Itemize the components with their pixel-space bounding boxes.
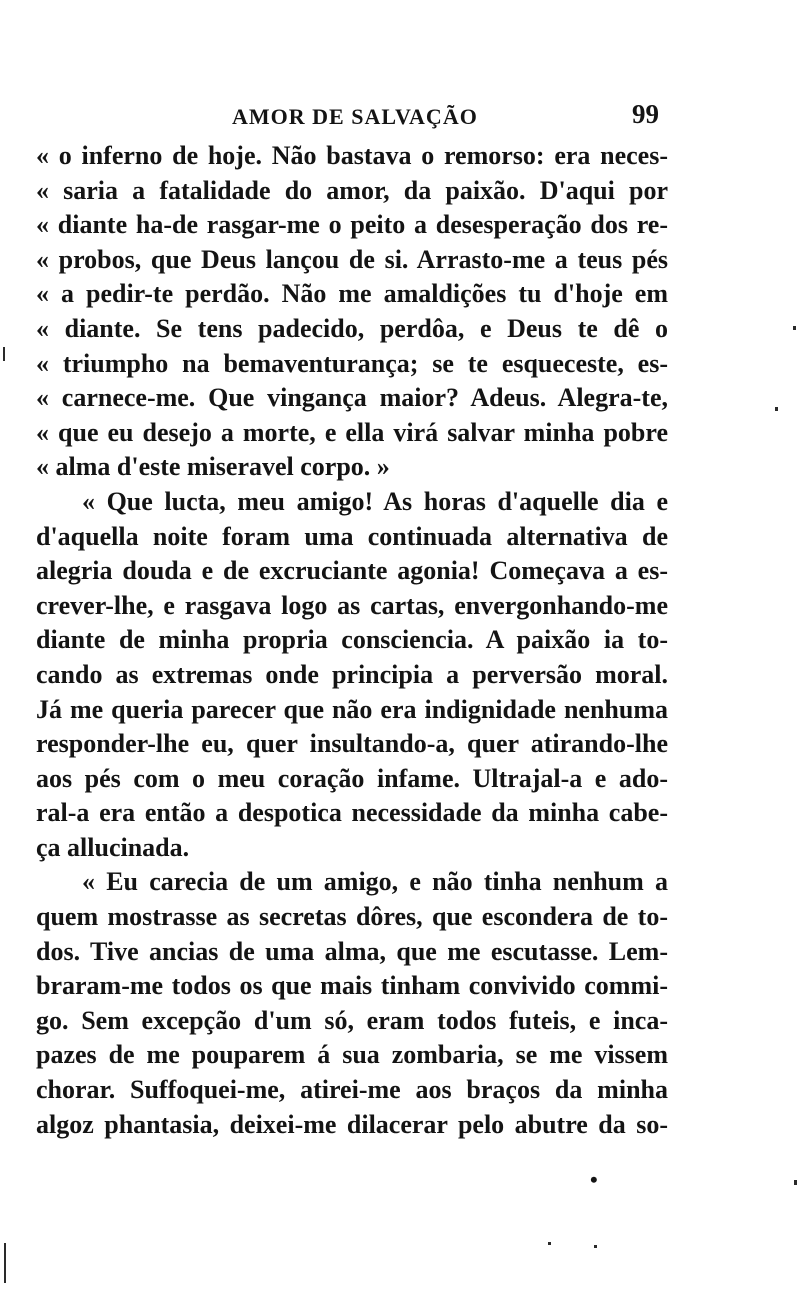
text-line: ral-a era então a despotica necessidade da minha cabe- (36, 798, 668, 828)
text-line: « probos, que Deus lançou de si. Arrasto-me a teus pés (36, 244, 668, 274)
text-line: « diante. Se tens padecido, perdôa, e Deus te dê o (36, 313, 668, 343)
text-line: diante de minha propria consciencia. A paixão ia to- (36, 625, 668, 655)
text-line: braram-me todos os que mais tinham convivido commi- (36, 971, 668, 1001)
text-line: pazes de me pouparem á sua zombaria, se me vissem (36, 1040, 668, 1070)
text-line: aos pés com o meu coração infame. Ultrajal-a e ado- (36, 763, 668, 793)
text-line: « que eu desejo a morte, e ella virá salvar minha pobre (36, 417, 668, 447)
body-text (36, 139, 668, 1142)
text-line: « triumpho na bemaventurança; se te esqueceste, es- (36, 348, 668, 378)
scan-speck (794, 1180, 797, 1185)
text-line: crever-lhe, e rasgava logo as cartas, envergonhando-me (36, 590, 668, 620)
text-line: chorar. Suffoquei-me, atirei-me aos braços da minha (36, 1075, 668, 1105)
text-line: « saria a fatalidade do amor, da paixão. D'aqui por (36, 175, 668, 205)
text-line: Já me queria parecer que não era indignidade nenhuma (36, 694, 668, 724)
scan-speck (3, 347, 5, 361)
text-line: ça allucinada. (36, 832, 190, 862)
page-number: 99 (632, 99, 659, 129)
signature-mark: • (590, 1167, 598, 1192)
scan-speck (548, 1242, 551, 1245)
text-line: go. Sem excepção d'um só, eram todos futeis, e inca- (36, 1005, 668, 1035)
text-line: algoz phantasia, deixei-me dilacerar pelo abutre da so- (36, 1109, 668, 1139)
scan-speck (793, 326, 796, 330)
scan-speck (594, 1245, 597, 1248)
text-line: dos. Tive ancias de uma alma, que me escutasse. Lem- (36, 936, 668, 966)
text-line: « carnece-me. Que vingança maior? Adeus. Alegra-te, (36, 383, 668, 413)
paragraph-start-line: « Eu carecia de um amigo, e não tinha nenhum a (82, 867, 668, 897)
text-line: d'aquella noite foram uma continuada alternativa de (36, 521, 668, 551)
paragraph-start-line: « Que lucta, meu amigo! As horas d'aquelle dia e (82, 486, 668, 516)
text-line: « diante ha-de rasgar-me o peito a desesperação dos re- (36, 210, 668, 240)
text-line: cando as extremas onde principia a perversão moral. (36, 659, 668, 689)
text-line: responder-lhe eu, quer insultando-a, quer atirando-lhe (36, 729, 668, 759)
text-line: « alma d'este miseravel corpo. » (36, 452, 390, 482)
text-line: quem mostrasse as secretas dôres, que escondera de to- (36, 902, 668, 932)
text-line: « o inferno de hoje. Não bastava o remorso: era neces- (36, 141, 668, 170)
scan-speck (775, 407, 778, 411)
text-line: alegria douda e de excruciante agonia! Começava a es- (36, 556, 668, 586)
scan-speck (4, 1243, 6, 1283)
running-header-title: AMOR DE SALVAÇÃO (232, 104, 478, 129)
text-line: « a pedir-te perdão. Não me amaldições tu d'hoje em (36, 279, 668, 309)
